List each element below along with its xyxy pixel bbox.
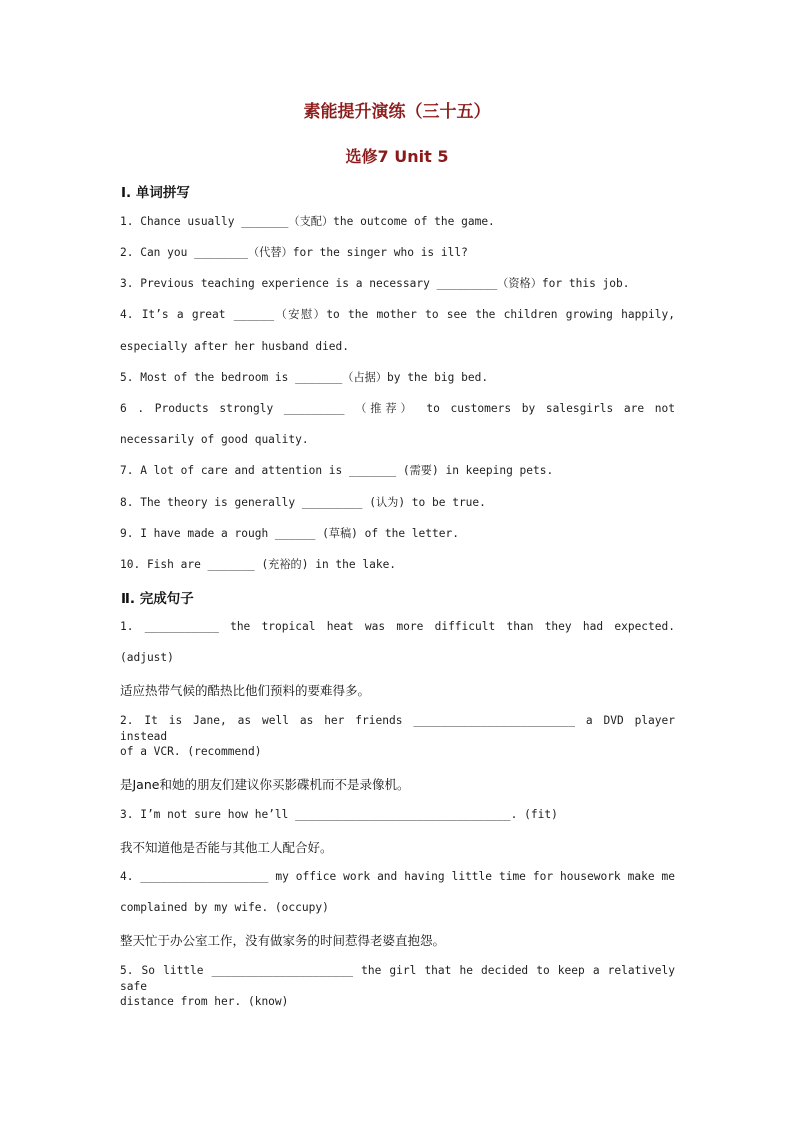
question-line: distance from her. (know)	[120, 995, 289, 1008]
question-line: especially after her husband died.	[120, 340, 350, 353]
question-line: 5. So little _____________________ the girl that he decided to keep a relatively safe	[120, 964, 675, 993]
question-line: 2. Can you ________（代替）for the singer who is ill?	[120, 246, 468, 259]
page-title: 素能提升演练（三十五）	[303, 102, 491, 122]
question-line: 8. The theory is generally _________ (认为) to be true.	[120, 496, 486, 509]
question-line: 10. Fish are _______ (充裕的) in the lake.	[120, 558, 397, 571]
question-line: 6 . Products strongly _________ （推荐） to customers by salesgirls are not	[120, 402, 675, 415]
question-line: 2. It is Jane, as well as her friends ________________________ a DVD player instead	[120, 714, 675, 743]
question-line: 9. I have made a rough ______ (草稿) of the letter.	[120, 527, 459, 540]
question-line: 4. It’s a great ______（安慰）to the mother to see the children growing happily,	[120, 308, 675, 321]
question-line: of a VCR. (recommend)	[120, 745, 262, 758]
question-line: 7. A lot of care and attention is _______ (需要) in keeping pets.	[120, 464, 554, 477]
question-line: 3. I’m not sure how he’ll ________________________________. (fit)	[120, 808, 558, 821]
question-line: (adjust)	[120, 651, 174, 664]
question-line: 5. Most of the bedroom is _______（占据）by the big bed.	[120, 371, 489, 384]
question-line: 4. ___________________ my office work and having little time for housework make me	[120, 870, 675, 883]
chinese-translation: 适应热带气候的酷热比他们预料的要难得多。	[120, 683, 371, 698]
section-heading-spelling: Ⅰ. 单词拼写	[121, 185, 190, 201]
chinese-translation: 是Jane和她的朋友们建议你买影碟机而不是录像机。	[120, 777, 410, 792]
question-line: 1. ___________ the tropical heat was more difficult than they had expected.	[120, 620, 675, 633]
question-line: necessarily of good quality.	[120, 433, 309, 446]
page-subtitle: 选修7 Unit 5	[345, 147, 449, 166]
question-line: 3. Previous teaching experience is a necessary _________（资格）for this job.	[120, 277, 630, 290]
chinese-translation: 我不知道他是否能与其他工人配合好。	[120, 840, 333, 855]
question-line: 1. Chance usually _______（支配）the outcome of the game.	[120, 215, 495, 228]
chinese-translation: 整天忙于办公室工作，没有做家务的时间惹得老婆直抱怨。	[120, 933, 446, 948]
question-line: complained by my wife. (occupy)	[120, 901, 329, 914]
section-heading-sentences: Ⅱ. 完成句子	[121, 591, 194, 607]
